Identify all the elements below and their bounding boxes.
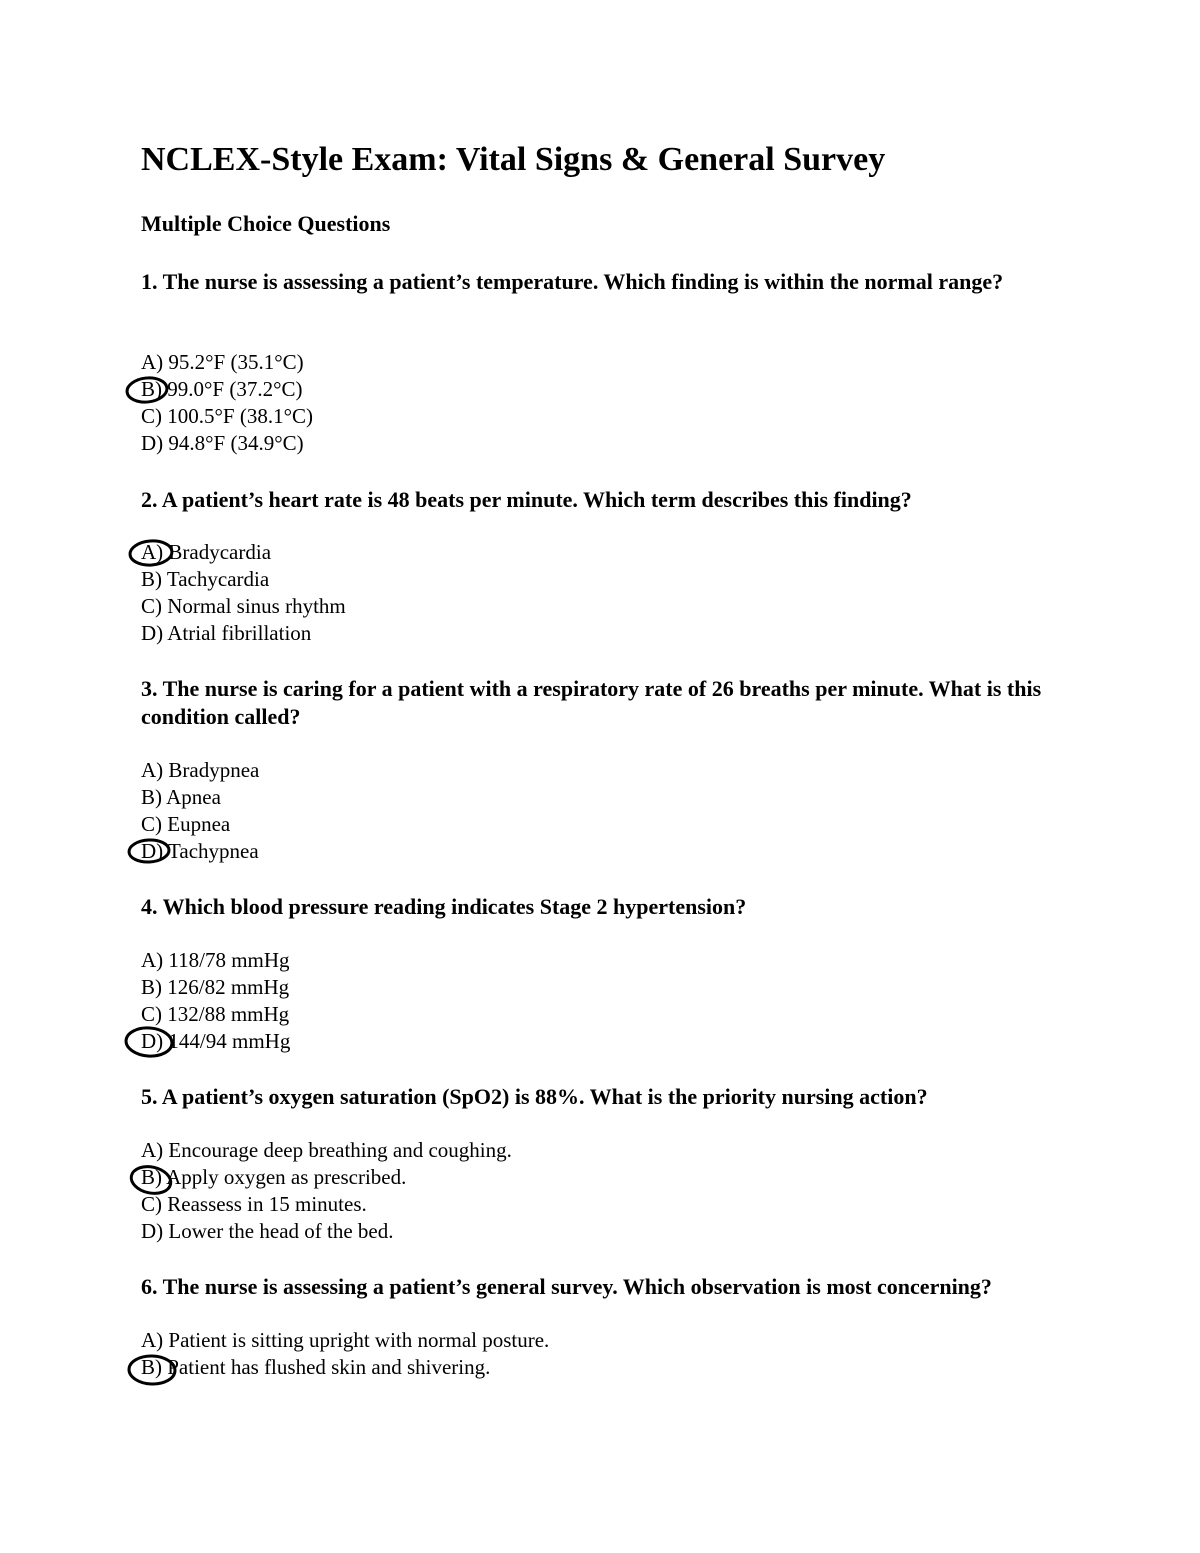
question-3-option-d[interactable]: D) Tachypnea (141, 839, 259, 863)
question-4-option-c[interactable]: C) 132/88 mmHg (141, 1002, 290, 1026)
question-6-option-a[interactable]: A) Patient is sitting upright with normal posture. (141, 1328, 550, 1352)
question-1-option-a[interactable]: A) 95.2°F (35.1°C) (141, 350, 304, 374)
question-4-text: 4. Which blood pressure reading indicates Stage 2 hypertension? (141, 894, 747, 919)
question-2-option-c[interactable]: C) Normal sinus rhythm (141, 594, 346, 618)
question-6-option-b[interactable]: B) Patient has flushed skin and shivering. (141, 1355, 491, 1379)
question-3-options (141, 757, 259, 865)
question-2-option-b[interactable]: B) Tachycardia (141, 567, 270, 591)
question-5-option-a[interactable]: A) Encourage deep breathing and coughing. (141, 1138, 512, 1162)
document-title: NCLEX-Style Exam: Vital Signs & General Survey (141, 141, 886, 178)
question-2-option-a[interactable]: A) Bradycardia (141, 540, 272, 564)
question-1-text: 1. The nurse is assessing a patient’s temperature. Which finding is within the normal range? (141, 269, 1004, 294)
question-3-option-c[interactable]: C) Eupnea (141, 812, 231, 836)
question-2-option-d[interactable]: D) Atrial fibrillation (141, 621, 312, 645)
question-5-text: 5. A patient’s oxygen saturation (SpO2) is 88%. What is the priority nursing action? (141, 1084, 928, 1109)
question-6-options (141, 1327, 549, 1381)
question-4-options (141, 947, 290, 1055)
question-3-option-a[interactable]: A) Bradypnea (141, 758, 260, 782)
question-4-option-d[interactable]: D) 144/94 mmHg (141, 1029, 291, 1053)
question-6-text: 6. The nurse is assessing a patient’s general survey. Which observation is most concerning? (141, 1274, 992, 1299)
question-1-option-d[interactable]: D) 94.8°F (34.9°C) (141, 431, 304, 455)
question-5-option-b[interactable]: B) Apply oxygen as prescribed. (141, 1165, 407, 1189)
question-3-text: 3. The nurse is caring for a patient with a respiratory rate of 26 breaths per minute. What is this condition called? (141, 676, 1042, 729)
question-1-option-b[interactable]: B) 99.0°F (37.2°C) (141, 377, 303, 401)
question-5-options (141, 1137, 512, 1245)
question-5-option-c[interactable]: C) Reassess in 15 minutes. (141, 1192, 367, 1216)
question-2-text: 2. A patient’s heart rate is 48 beats per minute. Which term describes this finding? (141, 487, 912, 512)
section-heading: Multiple Choice Questions (141, 211, 391, 236)
question-1-options (141, 349, 313, 457)
question-4-option-b[interactable]: B) 126/82 mmHg (141, 975, 290, 999)
question-2-options (141, 539, 346, 647)
question-5-option-d[interactable]: D) Lower the head of the bed. (141, 1219, 394, 1243)
question-3-option-b[interactable]: B) Apnea (141, 785, 221, 809)
question-1-option-c[interactable]: C) 100.5°F (38.1°C) (141, 404, 313, 428)
question-4-option-a[interactable]: A) 118/78 mmHg (141, 948, 290, 972)
